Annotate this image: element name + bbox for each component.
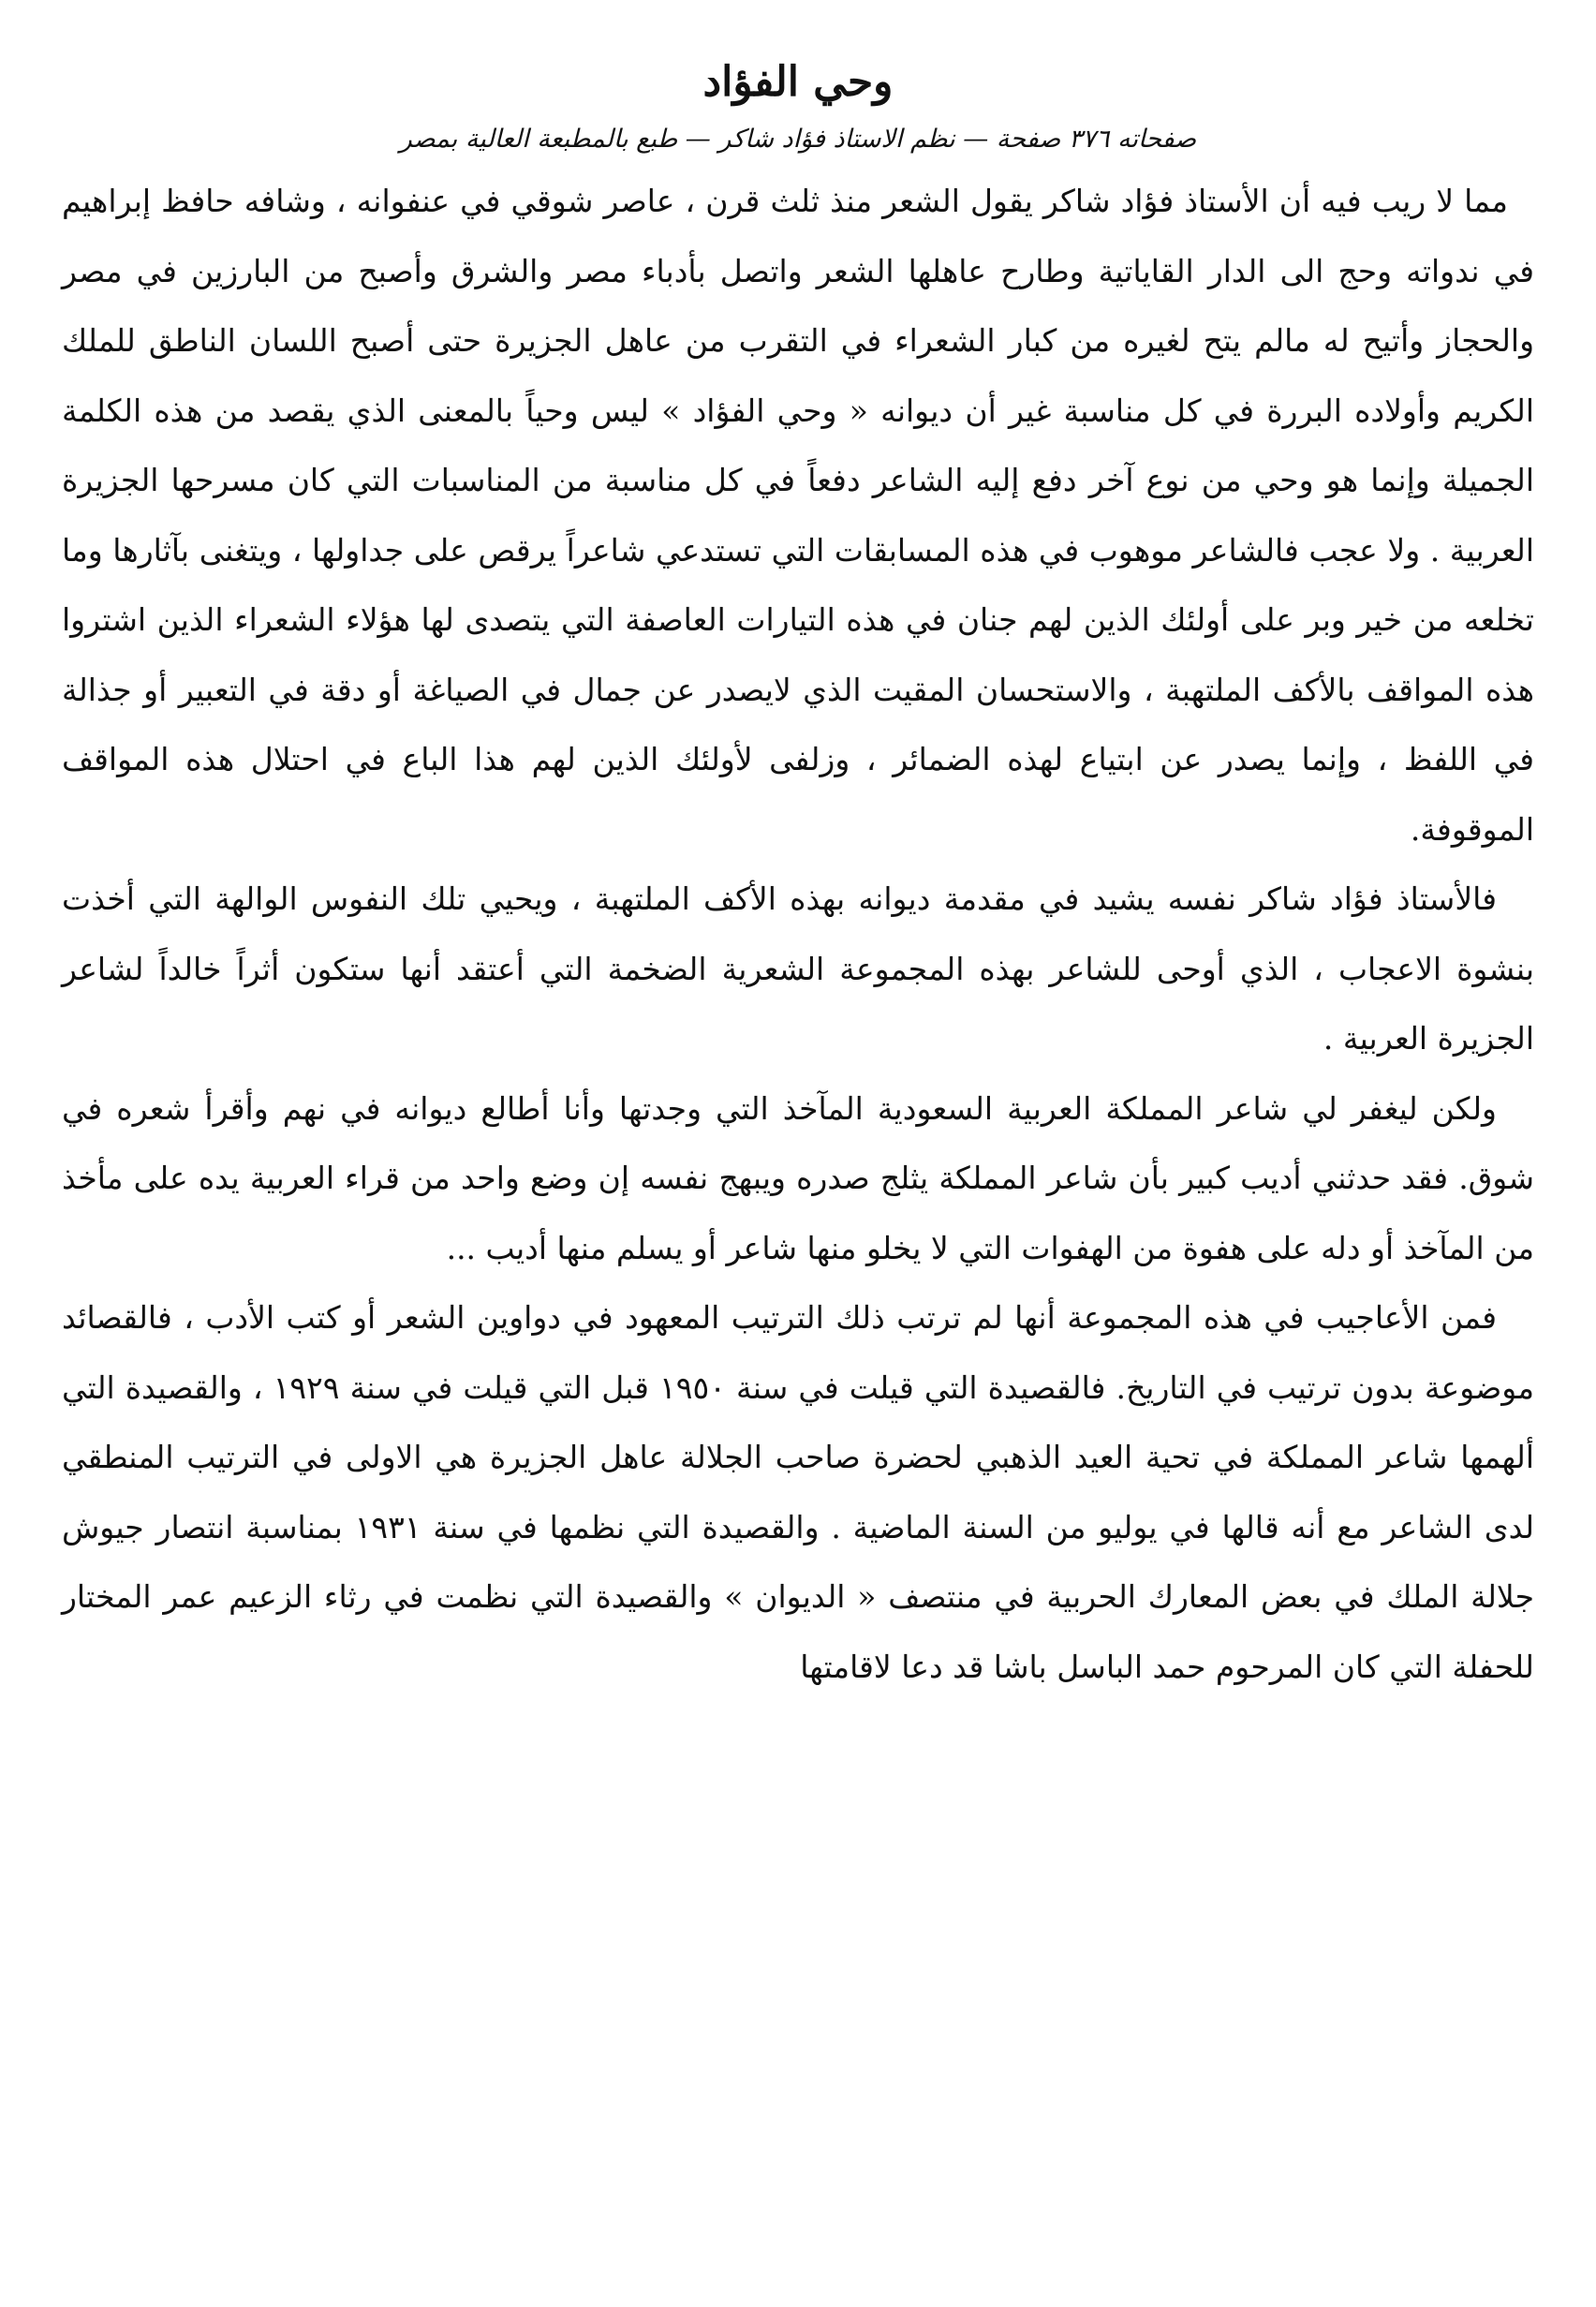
body-paragraph-2: فالأستاذ فؤاد شاكر نفسه يشيد في مقدمة ديوانه بهذه الأكف الملتهبة ، ويحيي تلك النفوس الوالهة التي أخذت بنشوة الاعجاب ، الذي أوحى للشاعر بهذه المجموعة الشعرية الضخمة التي أعتقد أنها ستكون أثراً خالداً لشاعر الجزيرة العربية . xyxy=(62,880,1534,1057)
body-paragraph-4: فمن الأعاجيب في هذه المجموعة أنها لم ترتب ذلك الترتيب المعهود في دواوين الشعر أو كتب الأدب ، فالقصائد موضوعة بدون ترتيب في التاريخ. فالقصيدة التي قيلت في سنة ١٩٥٠ قبل التي قيلت في سنة ١٩٢٩ ، والقصيدة التي ألهمها شاعر المملكة في تحية العيد الذهبي لحضرة صاحب الجلالة عاهل الجزيرة هي الاولى في الترتيب المنطقي لدى الشاعر مع أنه قالها في يوليو من السنة الماضية . والقصيدة التي نظمها في سنة ١٩٣١ بمناسبة انتصار جيوش جلالة الملك في بعض المعارك الحربية في منتصف « الديوان » والقصيدة التي نظمت في رثاء الزعيم عمر المختار للحفلة التي كان المرحوم حمد الباسل باشا قد دعا لاقامتها xyxy=(62,1299,1534,1685)
body-paragraph-1: مما لا ريب فيه أن الأستاذ فؤاد شاكر يقول الشعر منذ ثلث قرن ، عاصر شوقي في عنفوانه ، وشافه حافظ إبراهيم في ندواته وحج الى الدار القاياتية وطارح عاهلها الشعر واتصل بأدباء مصر والشرق وأصبح من البارزين في مصر والحجاز وأتيح له مالم يتح لغيره من كبار الشعراء في التقرب من عاهل الجزيرة حتى أصبح اللسان الناطق للملك الكريم وأولاده البررة في كل مناسبة غير أن ديوانه « وحي الفؤاد » ليس وحياً بالمعنى الذي يقصد من هذه الكلمة الجميلة وإنما هو وحي من نوع آخر دفع إليه الشاعر دفعاً في كل مناسبة من المناسبات التي كان مسرحها الجزيرة العربية . ولا عجب فالشاعر موهوب في هذه المسابقات التي تستدعي شاعراً يرقص على جداولها ، ويتغنى بآثارها وما تخلعه من خير وبر على أولئك الذين لهم جنان في هذه التيارات العاصفة التي يتصدى لها هؤلاء الشعراء الذين اشتروا هذه المواقف بالأكف الملتهبة ، والاستحسان المقيت الذي لايصدر عن جمال في الصياغة أو دقة في التعبير أو جذالة في اللفظ ، وإنما يصدر عن ابتياع لهذه الضمائر ، وزلفى لأولئك الذين لهم هذا الباع في احتلال هذه المواقف الموقوفة. xyxy=(62,183,1535,848)
body-paragraph-3: ولكن ليغفر لي شاعر المملكة العربية السعودية المآخذ التي وجدتها وأنا أطالع ديوانه في نهم وأقرأ شعره في شوق. فقد حدثني أديب كبير بأن شاعر المملكة يثلج صدره ويبهج نفسه إن وضع واحد من قراء العربية يده على مأخذ من المآخذ أو دله على هفوة من الهفوات التي لا يخلو منها شاعر أو يسلم منها أديب ... xyxy=(62,1089,1534,1266)
book-details: صفحاته ٣٧٦ صفحة — نظم الاستاذ فؤاد شاكر — طبع بالمطبعة العالية بمصر xyxy=(399,125,1197,154)
article-title: وحي الفؤاد xyxy=(702,58,894,106)
document-page xyxy=(62,47,1534,2276)
